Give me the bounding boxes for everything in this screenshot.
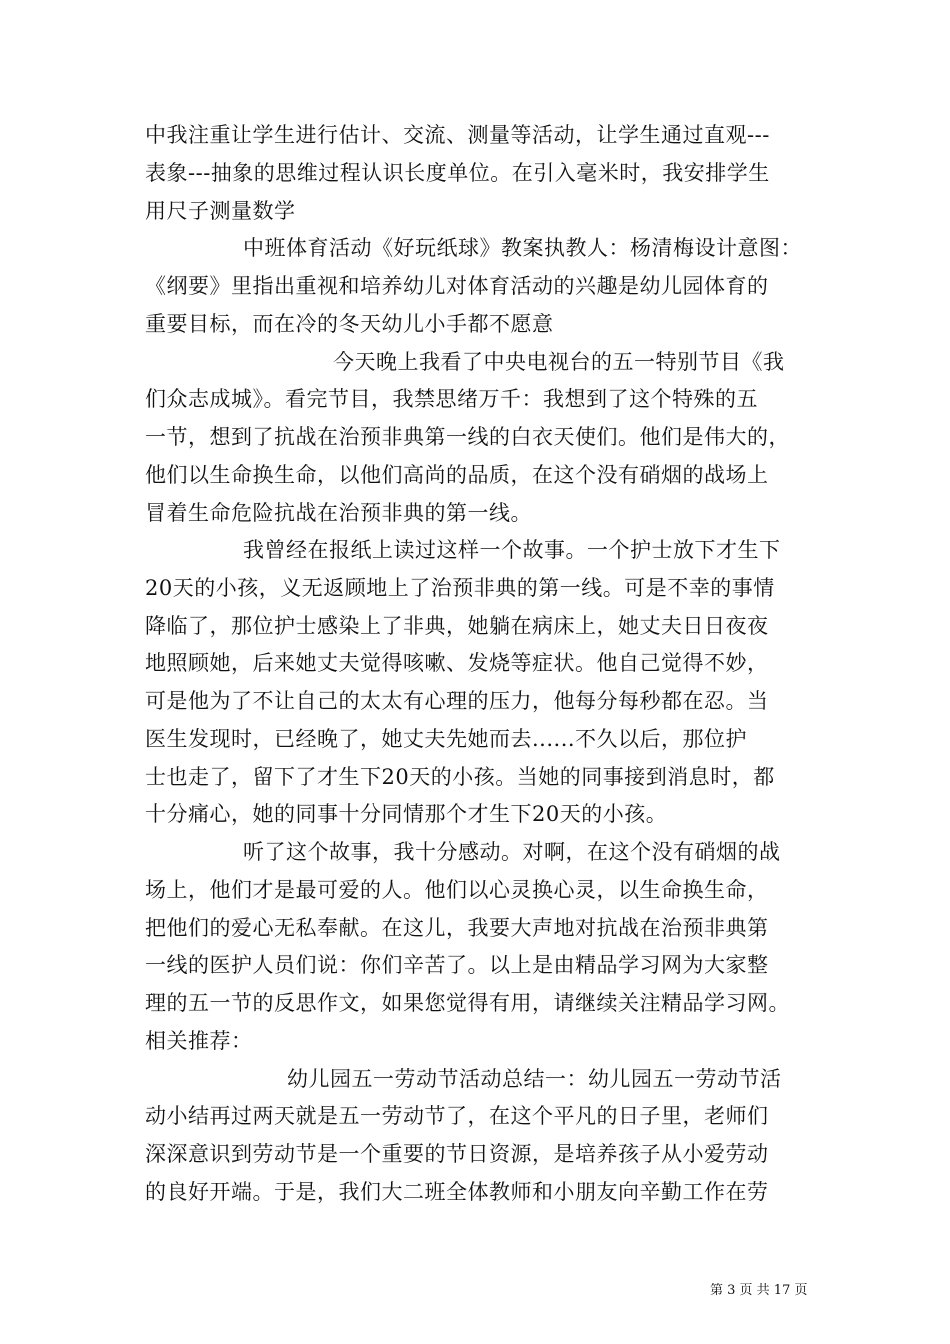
text-line: 今天晚上我看了中央电视台的五一特别节目《我 [333,350,785,374]
text-line: 表象---抽象的思维过程认识长度单位。在引入毫米时，我安排学生 [145,161,770,185]
text-line: 理的五一节的反思作文，如果您觉得有用，请继续关注精品学习网。 [145,991,790,1015]
text-line: 降临了，那位护士感染上了非典，她躺在病床上，她丈夫日日夜夜 [145,614,769,638]
page-number-footer: 第 3 页 共 17 页 [710,1283,808,1298]
text-line: 动小结再过两天就是五一劳动节了，在这个平凡的日子里，老师们 [145,1104,769,1128]
text-line: 们众志成城》。看完节目，我禁思绪万千：我想到了这个特殊的五 [145,387,758,411]
text-line: 冒着生命危险抗战在治预非典的第一线。 [145,501,532,525]
text-line: 场上，他们才是最可爱的人。他们以心灵换心灵，以生命换生命， [145,878,769,902]
text-line: 深深意识到劳动节是一个重要的节日资源，是培养孩子从小爱劳动 [145,1142,769,1166]
text-line: 《纲要》里指出重视和培养幼儿对体育活动的兴趣是幼儿园体育的 [145,274,769,298]
text-line: 我曾经在报纸上读过这样一个故事。一个护士放下才生下 [243,538,781,562]
text-line: 可是他为了不让自己的太太有心理的压力，他每分每秒都在忍。当 [145,689,769,713]
text-line: 中我注重让学生进行估计、交流、测量等活动，让学生通过直观--- [145,123,770,147]
text-line: 听了这个故事，我十分感动。对啊，在这个没有硝烟的战 [243,840,781,864]
text-line: 一线的医护人员们说：你们辛苦了。以上是由精品学习网为大家整 [145,953,769,977]
text-line: 幼儿园五一劳动节活动总结一：幼儿园五一劳动节活 [287,1067,782,1091]
text-line: 重要目标，而在冷的冬天幼儿小手都不愿意 [145,312,554,336]
text-line: 20天的小孩，义无返顾地上了治预非典的第一线。可是不幸的事情 [145,576,775,600]
text-line: 中班体育活动《好玩纸球》教案执教人：杨清梅设计意图： [243,236,802,260]
text-line: 他们以生命换生命，以他们高尚的品质，在这个没有硝烟的战场上 [145,463,769,487]
text-line: 把他们的爱心无私奉献。在这儿，我要大声地对抗战在治预非典第 [145,916,769,940]
text-line: 地照顾她，后来她丈夫觉得咳嗽、发烧等症状。他自己觉得不妙， [145,651,769,675]
text-line: 士也走了，留下了才生下20天的小孩。当她的同事接到消息时，都 [145,765,775,789]
text-line: 相关推荐： [145,1029,253,1053]
text-line: 一节，想到了抗战在治预非典第一线的白衣天使们。他们是伟大的， [145,425,790,449]
text-line: 的良好开端。于是，我们大二班全体教师和小朋友向辛勤工作在劳 [145,1180,769,1204]
text-line: 十分痛心，她的同事十分同情那个才生下20天的小孩。 [145,802,668,826]
text-line: 用尺子测量数学 [145,199,296,223]
text-line: 医生发现时，已经晚了，她丈夫先她而去......不久以后，那位护 [145,727,748,751]
